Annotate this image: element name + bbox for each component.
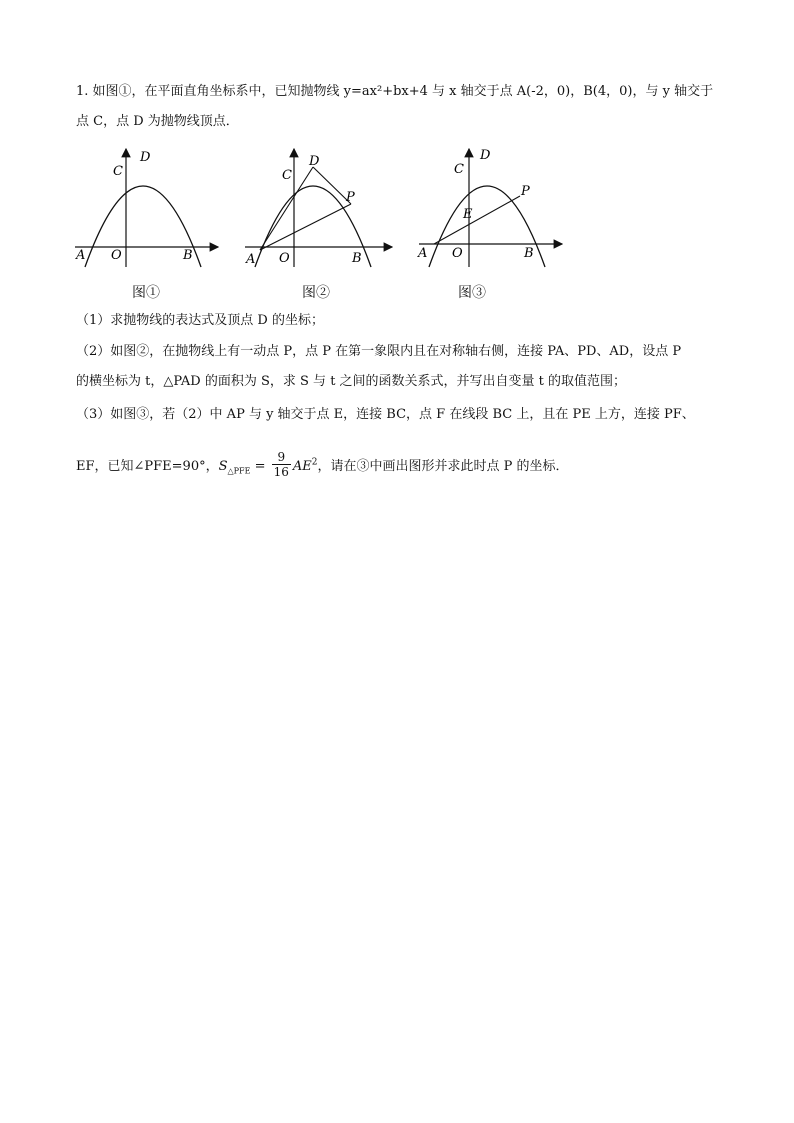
label-o: O	[279, 251, 290, 266]
caption-figure-3: 图③	[458, 285, 486, 301]
label-b: B	[524, 246, 534, 261]
figure-3	[414, 145, 584, 275]
figure-1	[70, 145, 230, 275]
problem-intro-line1: 1. 如图①，在平面直角坐标系中，已知抛物线 y=ax²+bx+4 与 x 轴交于点 A(-2，0)，B(4，0)，与 y 轴交于	[76, 84, 714, 99]
equals-sign: =	[250, 459, 270, 474]
label-d: D	[309, 154, 320, 169]
area-subscript: △PFE	[227, 466, 251, 476]
label-d: D	[140, 150, 151, 165]
question-2-line1: （2）如图②，在抛物线上有一动点 P，点 P 在第一象限内且在对称轴右侧，连接 PA、PD、AD，设点 P	[76, 344, 682, 359]
question-3-suffix: ，请在③中画出图形并求此时点 P 的坐标．	[317, 459, 569, 474]
label-b: B	[183, 248, 193, 263]
fraction	[272, 450, 291, 479]
question-3-prefix: EF，已知∠PFE=90°，	[76, 459, 219, 474]
question-3-line2	[76, 452, 569, 481]
label-p: P	[346, 190, 355, 205]
label-d: D	[480, 148, 491, 163]
figure-2	[240, 145, 410, 275]
label-e: E	[463, 207, 473, 222]
label-c: C	[113, 164, 123, 179]
label-a: A	[246, 252, 256, 267]
square-exponent: 2	[311, 457, 318, 468]
figures-row	[70, 145, 590, 305]
fraction-numerator: 9	[272, 450, 291, 465]
segment-ap	[434, 196, 520, 244]
question-3-line1: （3）如图③，若（2）中 AP 与 y 轴交于点 E，连接 BC，点 F 在线段 BC 上，且在 PE 上方，连接 PF、	[76, 407, 695, 422]
area-symbol: S	[218, 459, 228, 474]
caption-figure-1: 图①	[132, 285, 160, 301]
label-o: O	[111, 248, 122, 263]
question-2-line2: 的横坐标为 t，△PAD 的面积为 S，求 S 与 t 之间的函数关系式，并写出自变量 t 的取值范围；	[76, 374, 627, 389]
label-o: O	[452, 246, 463, 261]
label-a: A	[418, 246, 428, 261]
problem-intro-line2: 点 C，点 D 为抛物线顶点．	[76, 114, 239, 129]
label-b: B	[352, 251, 362, 266]
segment-ae: AE	[292, 459, 312, 474]
fraction-denominator: 16	[273, 465, 289, 479]
label-c: C	[282, 168, 292, 183]
label-p: P	[521, 184, 530, 199]
question-1: （1）求抛物线的表达式及顶点 D 的坐标；	[76, 313, 324, 328]
label-c: C	[454, 162, 464, 177]
label-a: A	[76, 248, 86, 263]
caption-figure-2: 图②	[302, 285, 330, 301]
segment-pa	[260, 204, 351, 250]
